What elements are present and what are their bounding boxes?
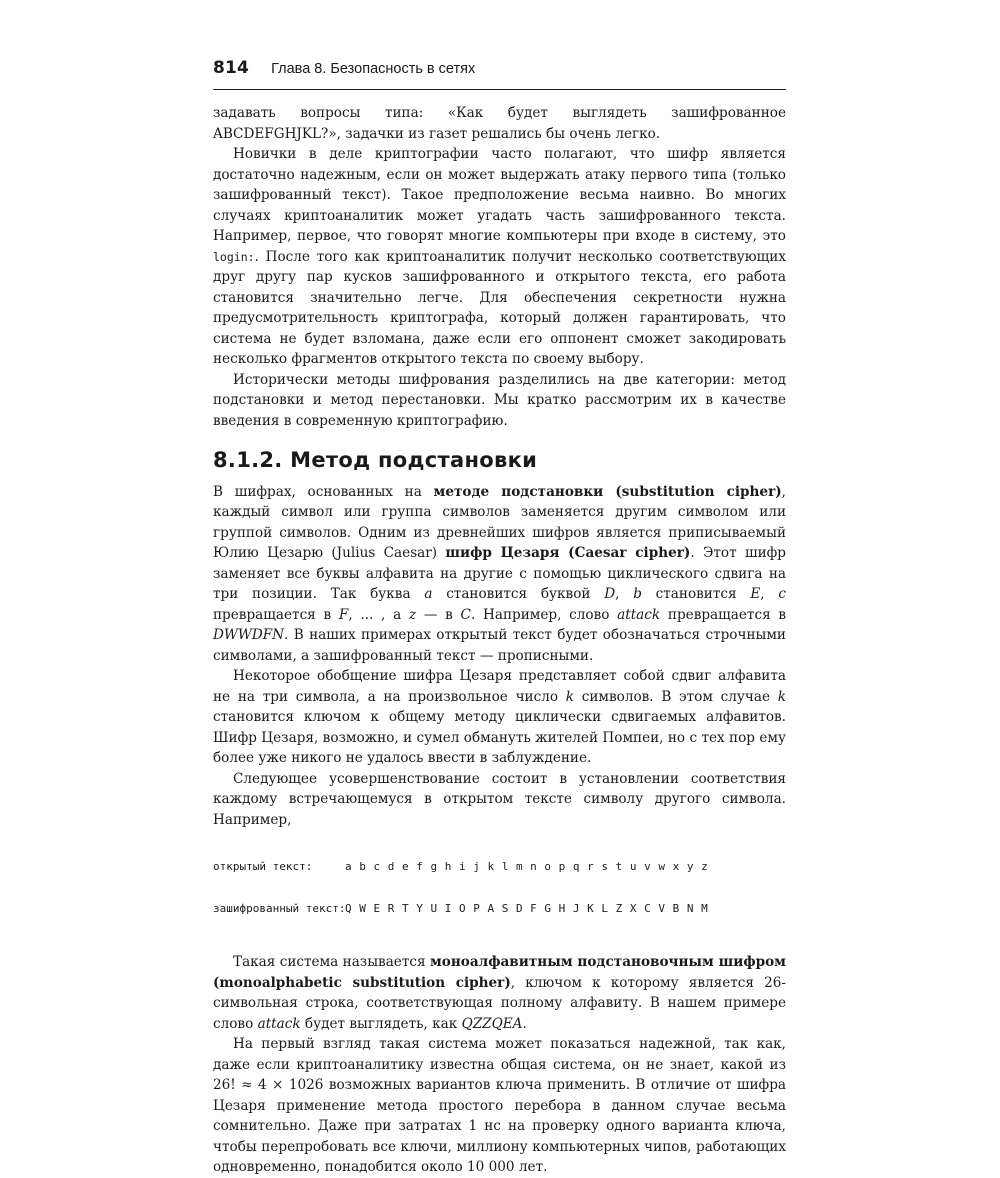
cipher-label: зашифрованный текст: [213, 902, 346, 915]
page-body [213, 103, 786, 1178]
chapter-title: Глава 8. Безопасность в сетях [271, 61, 476, 77]
book-page [213, 58, 786, 1178]
paragraph-monoalphabetic: Такая система называется моноалфавитным подстановочным шифром (monoalphabetic substitution cipher), ключом к которому является 26-символьная строка, соответствующая полному алфавиту. В нашем примере слово attack будет выглядеть, как QZZQEA. [213, 954, 787, 1032]
paragraph-key-space: На первый взгляд такая система может показаться надежной, так как, даже если криптоаналитику известна общая система, он не знает, какой из 26! ≈ 4 × 1026 возможных вариантов ключа применить. В отличие от шифра Цезаря применение метода простого перебора в данном случае весьма сомнительно. Даже при затратах 1 нс на проверку одного варианта ключа, чтобы перепробовать все ключи, миллиону компьютерных чипов, работающих одновременно, понадобится около 10 000 лет. [213, 1036, 786, 1175]
page-number: 814 [213, 58, 250, 78]
cipher-row-plain [213, 860, 786, 874]
paragraph-novices: Новички в деле криптографии часто полагают, что шифр является достаточно надежным, если он может выдержать атаку первого типа (только зашифрованный текст). Такое предположение весьма наивно. Во многих случаях криптоаналитик может угадать часть зашифрованного текста. Например, первое, что говорят многие компьютеры при входе в систему, это login:. После того как криптоаналитик получит несколько соответствующих друг другу пар кусков зашифрованного и открытого текста, его работа становится значительно легче. Для обеспечения секретности нужна предусмотрительность криптографа, который должен гарантировать, что система не будет взломана, даже если его оппонент сможет закодировать несколько фрагментов открытого текста по своему выбору. [213, 146, 786, 367]
paragraph-improvement: Следующее усовершенствование состоит в установлении соответствия каждому встречающемуся в открытом тексте символу другого символа. Например, [213, 770, 786, 828]
paragraph-substitution-intro: В шифрах, основанных на методе подстановки (substitution cipher), каждый символ или группа символов заменяется другим символом или группой символов. Одним из древнейших шифров является приписываемый Юлию Цезарю (Julius Caesar) шифр Цезаря (Caesar cipher). Этот шифр заменяет все буквы алфавита на другие с помощью циклического сдвига на три позиции. Так буква a становится буквой D, b становится E, c превращается в F, ... , а z — в C. Например, слово attack превращается в DWWDFN. В наших примерах открытый текст будет обозначаться строчными символами, а зашифрованный текст — прописными. [213, 483, 787, 664]
term-monoalphabetic-cipher: моноалфавитным подстановочным шифром (monoalphabetic substitution cipher) [213, 954, 786, 991]
paragraph-history: Исторически методы шифрования разделились на две категории: метод подстановки и метод перестановки. Мы кратко рассмотрим их в качестве введения в современную криптографию. [213, 371, 786, 429]
cipher-table [213, 832, 786, 944]
cipher-letters: Q W E R T Y U I O P A S D F G H J K L Z X C V B N M [345, 902, 709, 915]
paragraph-generalization: Некоторое обобщение шифра Цезаря представляет собой сдвиг алфавита не на три символа, а на произвольное число k символов. В этом случае k становится ключом к общему методу циклически сдвигаемых алфавитов. Шифр Цезаря, возможно, и сумел обмануть жителей Помпеи, но с тех пор ему более уже никого не удалось ввести в заблуждение. [213, 668, 786, 766]
running-head [213, 58, 786, 90]
inline-code-login: login: [213, 249, 255, 264]
paragraph-continuation: задавать вопросы типа: «Как будет выглядеть зашифрованное ABCDEFGHJKL?», задачки из газет решались бы очень легко. [213, 105, 786, 142]
section-heading: 8.1.2. Метод подстановки [213, 448, 538, 472]
plain-label: открытый текст: [213, 860, 313, 873]
plain-letters: a b c d e f g h i j k l m n o p q r s t u v w x y z [345, 860, 709, 873]
cipher-row-cipher [213, 902, 786, 916]
term-substitution-cipher: методе подстановки (substitution cipher) [433, 483, 782, 500]
term-caesar-cipher: шифр Цезаря (Caesar cipher) [445, 545, 691, 561]
